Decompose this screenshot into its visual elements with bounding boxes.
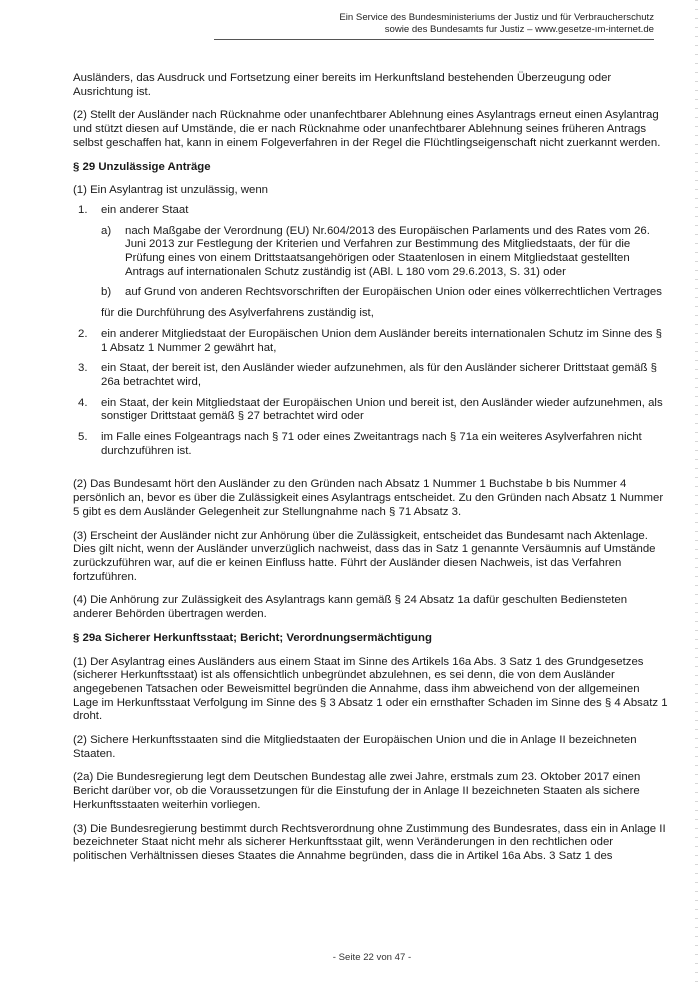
paragraph-29-1: (1) Ein Asylantrag ist unzulässig, wenn (73, 184, 269, 197)
paragraph-28-2: (2) Stellt der Ausländer nach Rücknahme oder unanfechtbarer Ablehnung eines Asylantrags erneut einen Asylantrag und stützt diesen auf Umstände, die er nach Rücknahme oder unanfechtbarer Ablehnung seines früheren Antrags selbst geschaffen hat, kann in einem Folgeverfahren in der Regel die Flüchtlingseigenschaft nicht zuerkannt werden. (73, 109, 661, 149)
page-edge-marks (695, 0, 698, 988)
list-item-1 (73, 204, 668, 218)
list-number: 3. (78, 362, 88, 375)
page-number: - Seite 22 von 47 - (332, 952, 412, 963)
list-number: 2. (78, 327, 88, 340)
sub-item-text: nach Maßgabe der Verordnung (EU) Nr.604/2013 des Europäischen Parlaments und des Rates vom 26. Juni 2013 zur Festlegung der Kriterien und Verfahren zur Bestimmung des Mitgliedstaats, der für die Prüfung eines von einem Drittstaatsangehörigen oder Staatenlosen in einem Mitgliedstaat gestellten Antrags auf internationalen Schutz zuständig ist (ABl. L 180 vom 29.6.2013, S. 31) oder (125, 224, 650, 278)
list-item-text: ein Staat, der bereit ist, den Ausländer wieder aufzunehmen, als für den Ausländer sicherer Drittstaat gemäß § 26a betrachtet wird, (101, 362, 657, 388)
list-item-4 (73, 397, 668, 424)
header-line-1: Ein Service des Bundesministeriums der Justiz und für Verbraucherschutz (339, 12, 654, 23)
paragraph-29a-3: (3) Die Bundesregierung bestimmt durch Rechtsverordnung ohne Zustimmung des Bundesrates, dass ein in Anlage II bezeichneter Staat nicht mehr als sicherer Herkunftsstaat gilt, wenn Veränderungen in den rechtlichen oder politischen Verhältnissen dieses Staates die Annahme begründen, dass die in Artikel 16a Abs. 3 Satz 1 des (73, 822, 666, 862)
section-heading-29: § 29 Unzulässige Anträge (73, 160, 211, 173)
list-item-text: ein Staat, der kein Mitgliedstaat der Europäischen Union und bereit ist, den Ausländer wieder aufzunehmen, als sonstiger Drittstaat gemäß § 27 betrachtet wird oder (101, 396, 663, 423)
list-number: 1. (78, 203, 88, 216)
sub-item-a (73, 225, 668, 280)
header-line-2: sowie des Bundesamts fur Justiz – www.gesetze-ım-internet.de (384, 23, 654, 35)
list-number: 4. (78, 396, 88, 409)
sub-item-text: auf Grund von anderen Rechtsvorschriften der Europäischen Union oder eines völkerrechtlichen Vertrages (125, 286, 662, 299)
list-item-5 (73, 431, 668, 458)
header-rule (214, 39, 654, 40)
list-item-text: im Falle eines Folgeantrags nach § 71 oder eines Zweitantrags nach § 71a ein weiteres Asylverfahren nicht durchzuführen ist. (101, 431, 642, 457)
list-29-1 (73, 204, 668, 459)
paragraph-29a-2: (2) Sichere Herkunftsstaaten sind die Mitgliedstaaten der Europäischen Union und die in Anlage II bezeichneten Staaten. (73, 734, 637, 760)
list-item-1-continuation: für die Durchführung des Asylverfahrens zuständig ist, (101, 307, 374, 320)
paragraph-29a-1: (1) Der Asylantrag eines Ausländers aus einem Staat im Sinne des Artikels 16a Abs. 3 Satz 1 des Grundgesetzes (sicherer Herkunftsstaat) ist als offensichtlich unbegründet abzulehnen, es sei denn, die von dem Ausländer angegebenen Tatsachen oder Beweismittel begründen die Annahme, dass ihm abweichend von der allgemeinen Lage im Herkunftsstaat Verfolgung im Sinne des § 3 Absatz 1 oder ein ernsthafter Schaden im Sinne des § 4 Absatz 1 droht. (73, 655, 668, 723)
paragraph-29-4: (4) Die Anhörung zur Zulässigkeit des Asylantrags kann gemäß § 24 Absatz 1a dafür geschulten Bediensteten anderer Behörden übertragen werden. (73, 594, 628, 621)
list-item-text: ein anderer Staat (101, 203, 189, 216)
page-header (234, 12, 654, 36)
section-heading-29a: § 29a Sicherer Herkunftsstaat; Bericht; Verordnungsermächtigung (73, 631, 432, 644)
sub-item-b (73, 286, 668, 300)
document-body (73, 72, 668, 874)
list-item-text: ein anderer Mitgliedstaat der Europäischen Union dem Ausländer bereits internationalen Schutz im Sinne des § 1 Absatz 1 Nummer 2 gewährt hat, (101, 327, 663, 354)
sub-item-letter: b) (101, 286, 112, 299)
paragraph-29-3: (3) Erscheint der Ausländer nicht zur Anhörung über die Zulässigkeit, entscheidet das Bundesamt nach Aktenlage. Dies gilt nicht, wenn der Ausländer unverzüglich nachweist, dass das in Satz 1 genannte Versäumnis auf Umstände zurückzuführen war, auf die er keinen Einfluss hatte. Führt der Ausländer diesen Nachweis, ist das Verfahren fortzuführen. (73, 529, 656, 583)
list-item-3 (73, 362, 668, 389)
list-item-2 (73, 328, 668, 355)
paragraph-29-2: (2) Das Bundesamt hört den Ausländer zu den Gründen nach Absatz 1 Nummer 1 Buchstabe b bis Nummer 4 persönlich an, bevor es über die Zulässigkeit eines Asylantrags entscheidet. Zu den Gründen nach Absatz 1 Nummer 5 gibt es dem Ausländer Gelegenheit zur Stellungnahme nach § 71 Absatz 3. (73, 478, 664, 518)
paragraph-continuation: Ausländers, das Ausdruck und Fortsetzung einer bereits im Herkunftsland bestehenden Überzeugung oder Ausrichtung ist. (73, 72, 612, 98)
paragraph-29a-2a: (2a) Die Bundesregierung legt dem Deutschen Bundestag alle zwei Jahre, erstmals zum 23. Oktober 2017 einen Bericht darüber vor, ob die Voraussetzungen für die Einstufung der in Anlage II bezeichneten Staaten als sichere Herkunftsstaaten weiterhin vorliegen. (73, 771, 641, 811)
sub-item-letter: a) (101, 224, 112, 237)
list-number: 5. (78, 431, 88, 444)
